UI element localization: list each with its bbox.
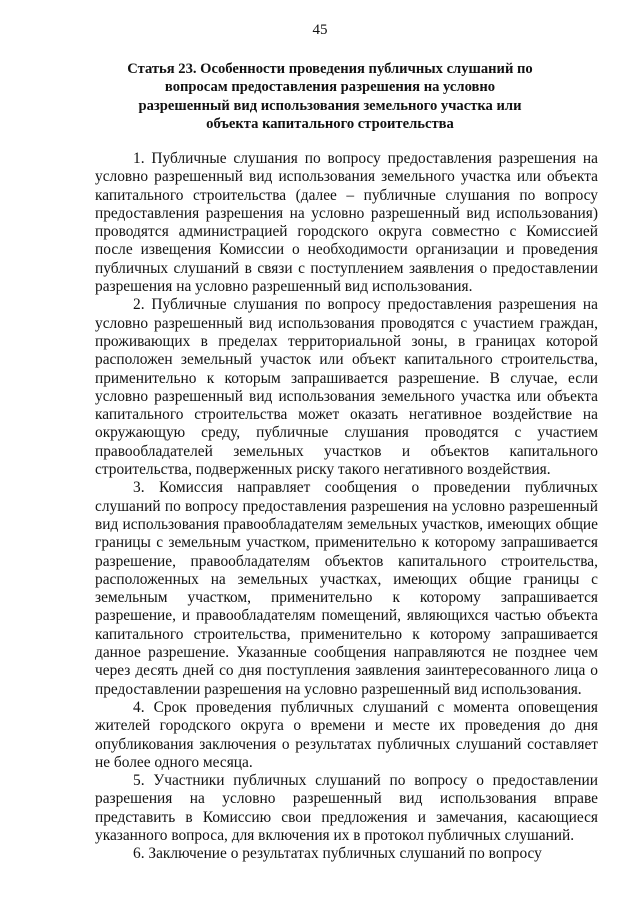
paragraph-4: 4. Срок проведения публичных слушаний с момента оповещения жителей городского округа о времени и месте их проведения до дня опубликования заключения о результатах публичных слушаний составляет не более одного месяца. (95, 698, 598, 771)
paragraph-5: 5. Участники публичных слушаний по вопросу о предоставлении разрешения на условно разрешенный вид использования вправе представить в Комиссию свои предложения и замечания, касающиеся указанного вопроса, для включения их в протокол публичных слушаний. (95, 772, 598, 844)
article-title: Статья 23. Особенности проведения публичных слушаний по вопросам предоставления разрешения на условно разрешенный вид использования земельного участка или объекта капитального строительства (127, 61, 533, 132)
article-body (95, 150, 598, 864)
paragraph-6: 6. Заключение о результатах публичных слушаний по вопросу (133, 845, 542, 863)
paragraph-2: 2. Публичные слушания по вопросу предоставления разрешения на условно разрешенный вид использования проводятся с участием граждан, проживающих в пределах территориальной зоны, в границах которой расположен земельный участок или объект капитального строительства, применительно к которым запрашивается разрешение. В случае, если условно разрешенный вид использования земельного участка или объекта капитального строительства может оказать негативное воздействие на окружающую среду, публичные слушания проводятся с участием правообладателей земельных участков и объектов капитального строительства, подверженных риску такого негативного воздействия. (95, 296, 598, 479)
paragraph-1: 1. Публичные слушания по вопросу предоставления разрешения на условно разрешенный вид использования земельного участка или объекта капитального строительства (далее – публичные слушания по вопросу предоставления разрешения на условно разрешенный вид использования) проводятся администрацией городского округа совместно с Комиссией после извещения Комиссии о необходимости организации и проведения публичных слушаний в связи с поступлением заявления о предоставлении разрешения на условно разрешенный вид использования. (95, 150, 598, 296)
page-number: 45 (312, 22, 328, 38)
paragraph-3: 3. Комиссия направляет сообщения о проведении публичных слушаний по вопросу предоставления разрешения на условно разрешенный вид использования правообладателям земельных участков, имеющих общие границы с земельным участком, применительно к которому запрашивается разрешение, правообладателям объектов капитального строительства, расположенных на земельных участках, имеющих общие границы с земельным участком, применительно к которому запрашивается разрешение, и правообладателям помещений, являющихся частью объекта капитального строительства, применительно к которому запрашивается данное разрешение. Указанные сообщения направляются не позднее чем через десять дней со дня поступления заявления заинтересованного лица о предоставлении разрешения на условно разрешенный вид использования. (95, 479, 598, 698)
